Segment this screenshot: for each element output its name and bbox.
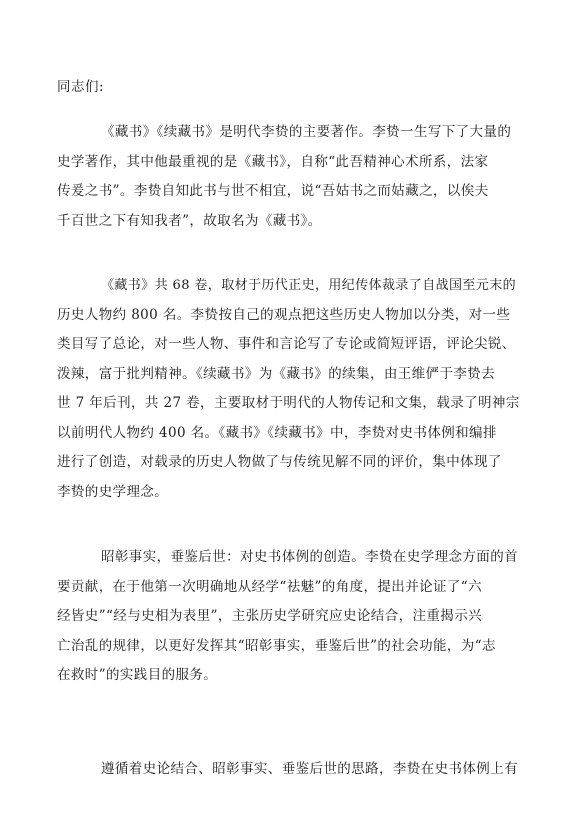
paragraph-line: 李贽的史学理念。 — [57, 483, 169, 500]
paragraph-line: 遵循着史论结合、昭彰事实、垂鉴后世的思路，李贽在史书体例上有 — [101, 761, 518, 777]
paragraph-4 — [57, 755, 523, 785]
paragraph-line: 史学著作，其中他最重视的是《藏书》，自称“此吾精神心术所系，法家 — [57, 153, 489, 170]
paragraph-line: 以前明代人物约 400 名。《藏书》《续藏书》中，李贽对史书体例和编排 — [57, 424, 497, 441]
paragraph-line: 要贡献，在于他第一次明确地从经学“祛魅”的角度，提出并论证了“六 — [57, 578, 483, 595]
paragraph-line: 传爰之书”。李贽自知此书与世不相宜，说“吾姑书之而姑藏之，以俟夫 — [57, 183, 489, 199]
paragraph-line: 千百世之下有知我者”，故取名为《藏书》。 — [57, 212, 322, 229]
paragraph-2 — [57, 271, 523, 507]
paragraph-line: 亡治乱的规律，以更好发挥其“昭彰事实，垂鉴后世”的社会功能，为“志 — [57, 637, 496, 654]
paragraph-line: 《藏书》《续藏书》是明代李贽的主要著作。李贽一生写下了大量的 — [101, 124, 512, 140]
paragraph-line: 《藏书》共 68 卷，取材于历代正史，用纪传体裁录了自战国至元末的 — [101, 278, 517, 293]
paragraph-line: 进行了创造，对载录的历史人物做了与传统见解不同的评价，集中体现了 — [57, 454, 502, 470]
paragraph-line: 经皆史”“经与史相为表里”，主张历史学研究应史论结合，注重揭示兴 — [57, 608, 483, 624]
paragraph-3 — [57, 543, 523, 691]
paragraph-line: 泼辣，富于批判精神。《续藏书》为《藏书》的续集，由王维俨于李贽去 — [57, 365, 496, 382]
paragraph-line: 世 7 年后刊，共 27 卷，主要取材于明代的人物传记和文集，载录了明神宗 — [57, 395, 520, 411]
paragraph-1 — [57, 118, 523, 236]
paragraph-line: 历史人物约 800 名。李贽按自己的观点把这些历史人物加以分类，对一些 — [57, 306, 511, 323]
paragraph-line: 在救时”的实践目的服务。 — [57, 667, 218, 683]
salutation: 同志们: — [57, 79, 105, 95]
paragraph-line: 类目写了总论，对一些人物、事件和言论写了专论或简短评语，评论尖锐、 — [57, 336, 516, 352]
paragraph-line: 昭彰事实，垂鉴后世：对史书体例的创造。李贽在史学理念方面的首 — [101, 549, 518, 565]
